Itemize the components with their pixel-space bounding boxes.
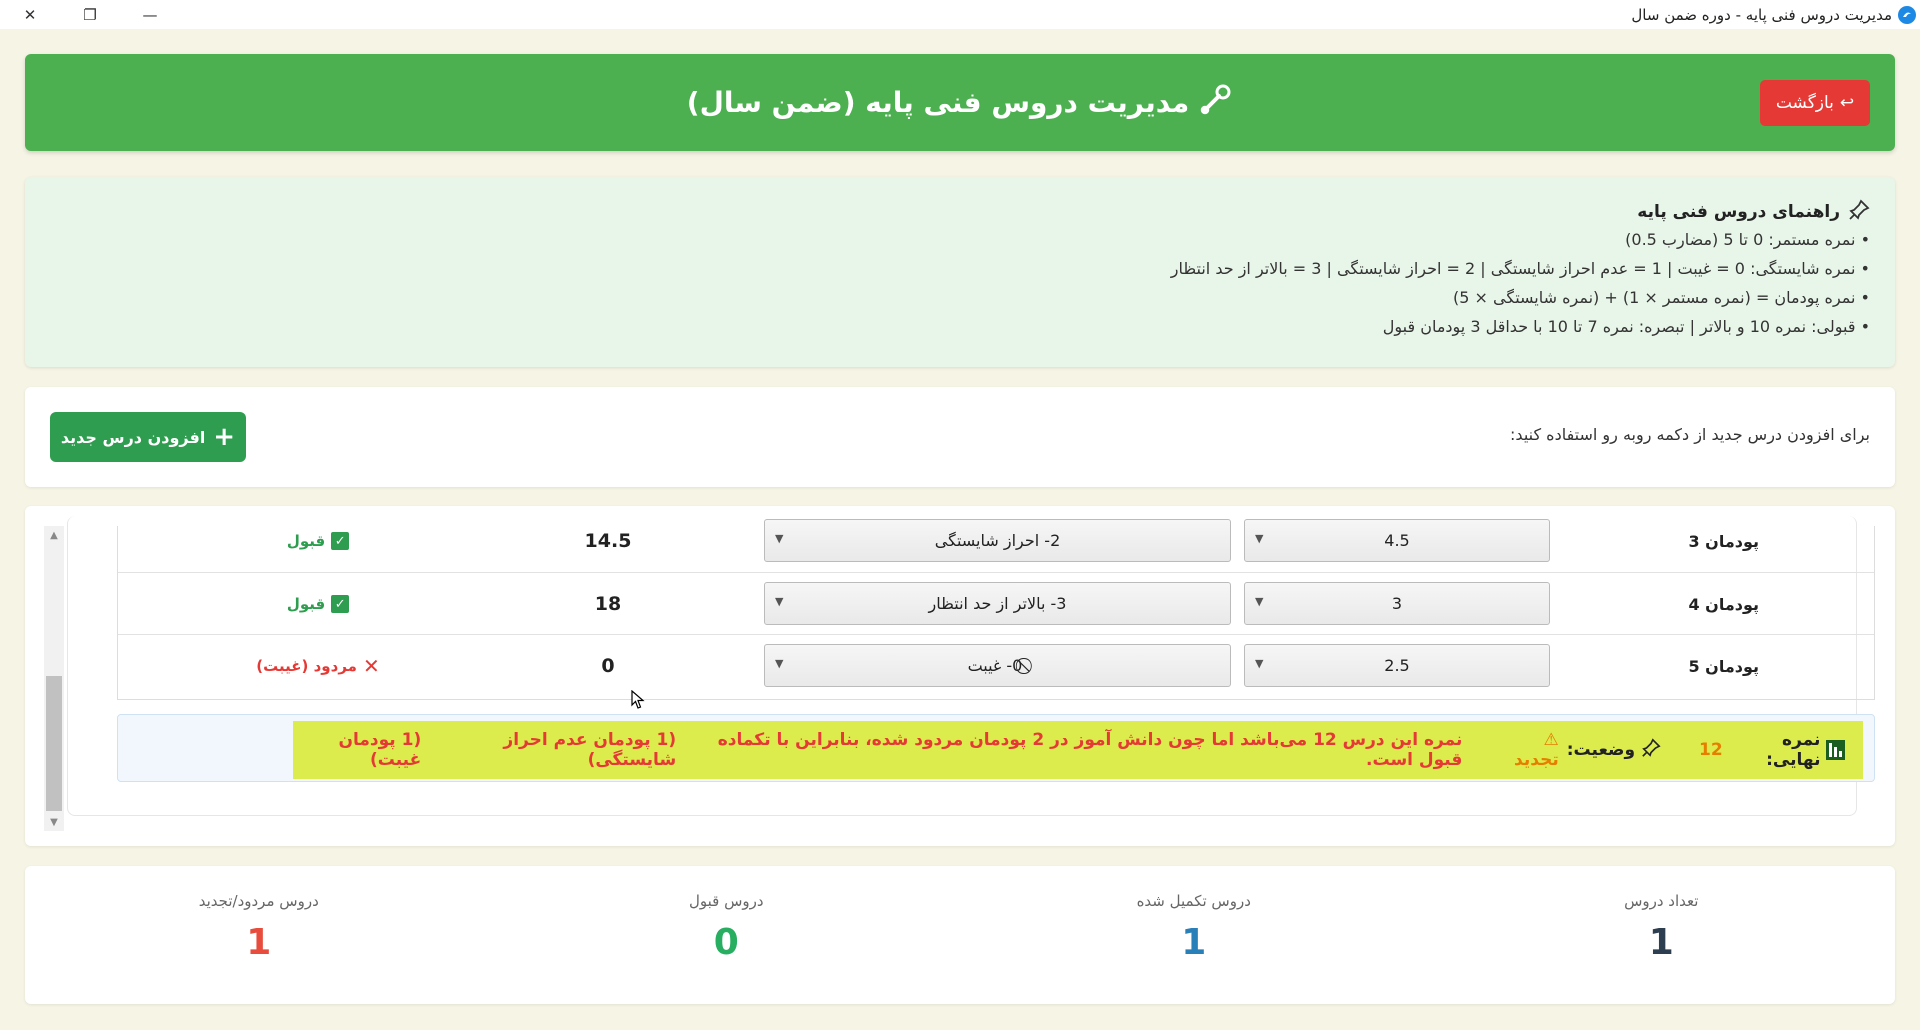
final-result-bar xyxy=(293,721,1863,779)
chevron-down-icon: ▼ xyxy=(775,532,784,545)
pin-icon xyxy=(1641,738,1661,763)
score-select[interactable] xyxy=(1244,519,1550,562)
guide-line: • قبولی: نمره 10 و بالاتر | تبصره: نمره 7 تا 10 با حداقل 3 پودمان قبول xyxy=(1382,317,1870,336)
stat-failed-lessons xyxy=(25,866,493,1004)
final-status-value: ⚠ تجدید xyxy=(1514,730,1559,770)
chevron-down-icon: ▼ xyxy=(775,595,784,608)
app-icon xyxy=(1898,6,1916,24)
page-header xyxy=(25,54,1895,151)
status-badge xyxy=(218,635,418,697)
window-controls xyxy=(0,0,180,29)
guide-line: • نمره مستمر: 0 تا 5 (مضارب 0.5) xyxy=(1625,230,1870,249)
final-message: نمره این درس 12 می‌باشد اما چون دانش آموز در 2 پودمان مردود شده، بنابراین با تکماده قبول است. xyxy=(717,730,1463,770)
stat-label: تعداد دروس xyxy=(1624,892,1699,910)
skill-value: 2- احراز شایستگی xyxy=(934,531,1061,550)
modules-table xyxy=(117,526,1875,700)
scrollbar[interactable] xyxy=(44,526,64,831)
bar-chart-icon xyxy=(1826,740,1845,760)
chevron-down-icon: ▼ xyxy=(775,657,784,670)
window-titlebar xyxy=(0,0,1920,29)
stats-panel xyxy=(25,866,1895,1004)
skill-select[interactable] xyxy=(764,519,1231,562)
checkmark-icon: ✓ xyxy=(331,595,349,613)
stat-value: 0 xyxy=(713,922,739,963)
final-status-label-text: وضعیت: xyxy=(1566,740,1636,760)
scroll-down-icon[interactable]: ▼ xyxy=(50,816,58,828)
skill-value: 3- بالاتر از حد انتظار xyxy=(928,594,1067,613)
table-row xyxy=(118,510,1874,572)
wrench-icon xyxy=(1199,82,1233,123)
score-value: 2.5 xyxy=(1384,656,1410,675)
back-arrow-icon: ↩ xyxy=(1839,93,1855,113)
table-row xyxy=(118,634,1874,696)
stat-label: دروس تکمیل شده xyxy=(1136,892,1251,910)
skill-select[interactable] xyxy=(764,644,1231,687)
minimize-icon[interactable]: — xyxy=(142,5,158,24)
status-text: قبول xyxy=(286,532,326,550)
module-name: پودمان 3 xyxy=(1688,531,1759,551)
stat-passed-lessons xyxy=(493,866,961,1004)
add-lesson-button-label: افزودن درس جدید xyxy=(60,427,206,447)
module-total: 18 xyxy=(594,593,622,615)
window-title-text: مدیریت دروس فنی پایه - دوره ضمن سال xyxy=(1631,5,1892,24)
guide-title xyxy=(50,199,1870,225)
cross-icon: ✕ xyxy=(362,654,380,678)
close-icon[interactable]: ✕ xyxy=(23,5,37,24)
chevron-down-icon: ▼ xyxy=(1255,657,1264,670)
stat-label: دروس مردود/تجدید xyxy=(198,892,319,910)
pin-icon xyxy=(1848,199,1870,226)
status-text: قبول xyxy=(286,595,326,613)
stat-value: 1 xyxy=(1181,922,1207,963)
final-reason: (1 پودمان عدم احراز شایستگی) xyxy=(503,730,677,770)
add-lesson-panel xyxy=(25,387,1895,487)
status-text: مردود (غیبت) xyxy=(256,657,357,675)
module-total: 0 xyxy=(601,655,615,677)
chevron-down-icon: ▼ xyxy=(1255,532,1264,545)
score-value: 4.5 xyxy=(1384,531,1410,550)
add-lesson-hint: برای افزودن درس جدید از دکمه روبه رو استفاده کنید: xyxy=(1510,425,1870,444)
module-name: پودمان 5 xyxy=(1688,656,1759,676)
status-badge xyxy=(218,510,418,572)
guide-line: • نمره پودمان = (نمره مستمر × 1) + (نمره شایستگی × 5) xyxy=(1453,288,1870,307)
guide-panel xyxy=(25,177,1895,367)
stat-total-lessons xyxy=(1428,866,1896,1004)
skill-value: ⃠ 0- غیبت xyxy=(967,655,1028,675)
guide-title-text: راهنمای دروس فنی پایه xyxy=(1637,202,1840,222)
restore-icon[interactable]: ❐ xyxy=(83,5,97,24)
module-total: 14.5 xyxy=(584,530,632,552)
checkmark-icon: ✓ xyxy=(331,532,349,550)
final-reason: (1 پودمان غیبت) xyxy=(338,730,422,770)
add-lesson-button[interactable] xyxy=(50,412,246,462)
final-grade-label xyxy=(1731,730,1845,770)
table-row xyxy=(118,572,1874,634)
score-value: 3 xyxy=(1391,594,1403,613)
final-grade-label-text: نمره نهایی: xyxy=(1766,730,1821,770)
page-title xyxy=(25,54,1895,151)
stat-value: 1 xyxy=(246,922,272,963)
chevron-down-icon: ▼ xyxy=(1255,595,1264,608)
guide-line: • نمره شایستگی: 0 = غیبت | 1 = عدم احراز شایستگی | 2 = احراز شایستگی | 3 = بالاتر از حد انتظار xyxy=(1170,259,1870,278)
lesson-panel xyxy=(25,506,1895,846)
stat-completed-lessons xyxy=(960,866,1428,1004)
scroll-up-icon[interactable]: ▲ xyxy=(50,529,58,541)
final-result-box xyxy=(117,714,1875,782)
window-title xyxy=(1631,0,1920,29)
stat-label: دروس قبول xyxy=(688,892,764,910)
final-status-label xyxy=(1567,738,1661,763)
score-select[interactable] xyxy=(1244,582,1550,625)
scrollbar-thumb[interactable] xyxy=(46,676,62,811)
stat-value: 1 xyxy=(1648,922,1674,963)
module-name: پودمان 4 xyxy=(1688,594,1759,614)
score-select[interactable] xyxy=(1244,644,1550,687)
skill-select[interactable] xyxy=(764,582,1231,625)
mouse-cursor-icon xyxy=(631,690,645,710)
final-grade-value: 12 xyxy=(1699,740,1723,760)
page-title-text: مدیریت دروس فنی پایه (ضمن سال) xyxy=(686,86,1190,119)
back-button-label: بازگشت xyxy=(1775,93,1834,113)
status-badge xyxy=(218,573,418,635)
plus-icon: + xyxy=(213,422,236,452)
back-button[interactable] xyxy=(1760,80,1870,126)
